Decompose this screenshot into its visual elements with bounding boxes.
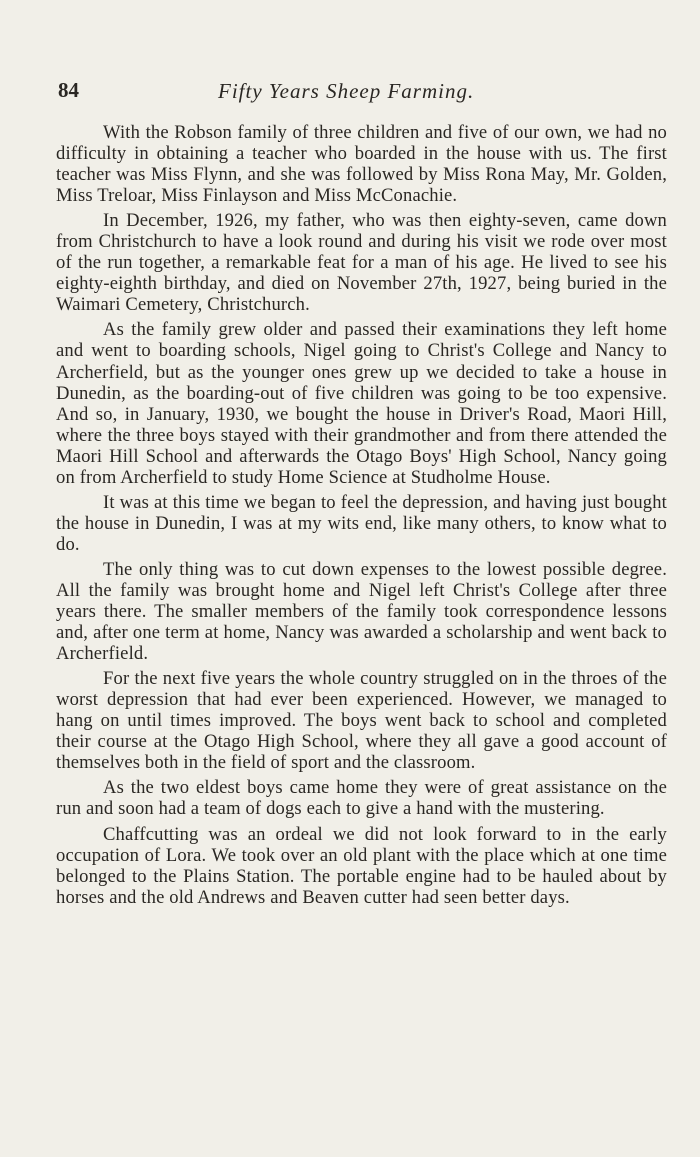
paragraph-cut-expenses: The only thing was to cut down expenses to the lowest possible degree. All the family was brought home and Nigel left Christ's College after three years there. The smaller members of the family took correspondence lessons and, after one term at home, Nancy was awarded a scholarship and went back to Archerfield. [56, 558, 667, 665]
paragraph-chaffcutting: Chaffcutting was an ordeal we did not look forward to in the early occupation of Lora. We took over an old plant with the place which at one time belonged to the Plains Station. The portable engine had to be hauled about by horses and the old Andrews and Beaven cutter had seen better days. [56, 823, 667, 908]
page-number: 84 [58, 78, 79, 102]
paragraph-teachers: With the Robson family of three children and five of our own, we had no difficulty in obtaining a teacher who boarded in the house with us. The first teacher was Miss Flynn, and she was followed by Miss Rona May, Mr. Golden, Miss Treloar, Miss Finlayson and Miss McConachie. [56, 122, 667, 207]
paragraph-eldest-boys: As the two eldest boys came home they were of great assistance on the run and soon had a team of dogs each to give a hand with the mustering. [56, 777, 667, 820]
paragraph-five-years: For the next five years the whole country struggled on in the throes of the worst depression that had ever been experienced. However, we managed to hang on until times improved. The boys went back to school and completed their course at the Otago High School, where they all gave a good account of themselves both in the field of sport and the classroom. [56, 668, 667, 774]
running-title: Fifty Years Sheep Farming. [218, 79, 475, 103]
paragraph-depression-start: It was at this time we began to feel the depression, and having just bought the house in Dunedin, I was at my wits end, like many others, to know what to do. [56, 491, 667, 555]
paragraph-father-visit: In December, 1926, my father, who was then eighty-seven, came down from Christchurch to have a look round and during his visit we rode over most of the run together, a remarkable feat for a man of his age. He lived to see his eighty-eighth birthday, and died on November 27th, 1927, being buried in the Waimari Cemetery, Christchurch. [56, 210, 667, 316]
paragraph-schooling: As the family grew older and passed their examinations they left home and went to boarding schools, Nigel going to Christ's College and Nancy to Archerfield, but as the younger ones grew up we decided to take a house in Dunedin, as the boarding-out of five children was going to be too expensive. And so, in January, 1930, we bought the house in Driver's Road, Maori Hill, where the three boys stayed with their grandmother and from there attended the Maori Hill School and afterwards the Otago Boys' High School, Nancy going on from Archerfield to study Home Science at Studholme House. [56, 319, 667, 488]
page-header [58, 78, 666, 108]
body-text [56, 122, 667, 912]
